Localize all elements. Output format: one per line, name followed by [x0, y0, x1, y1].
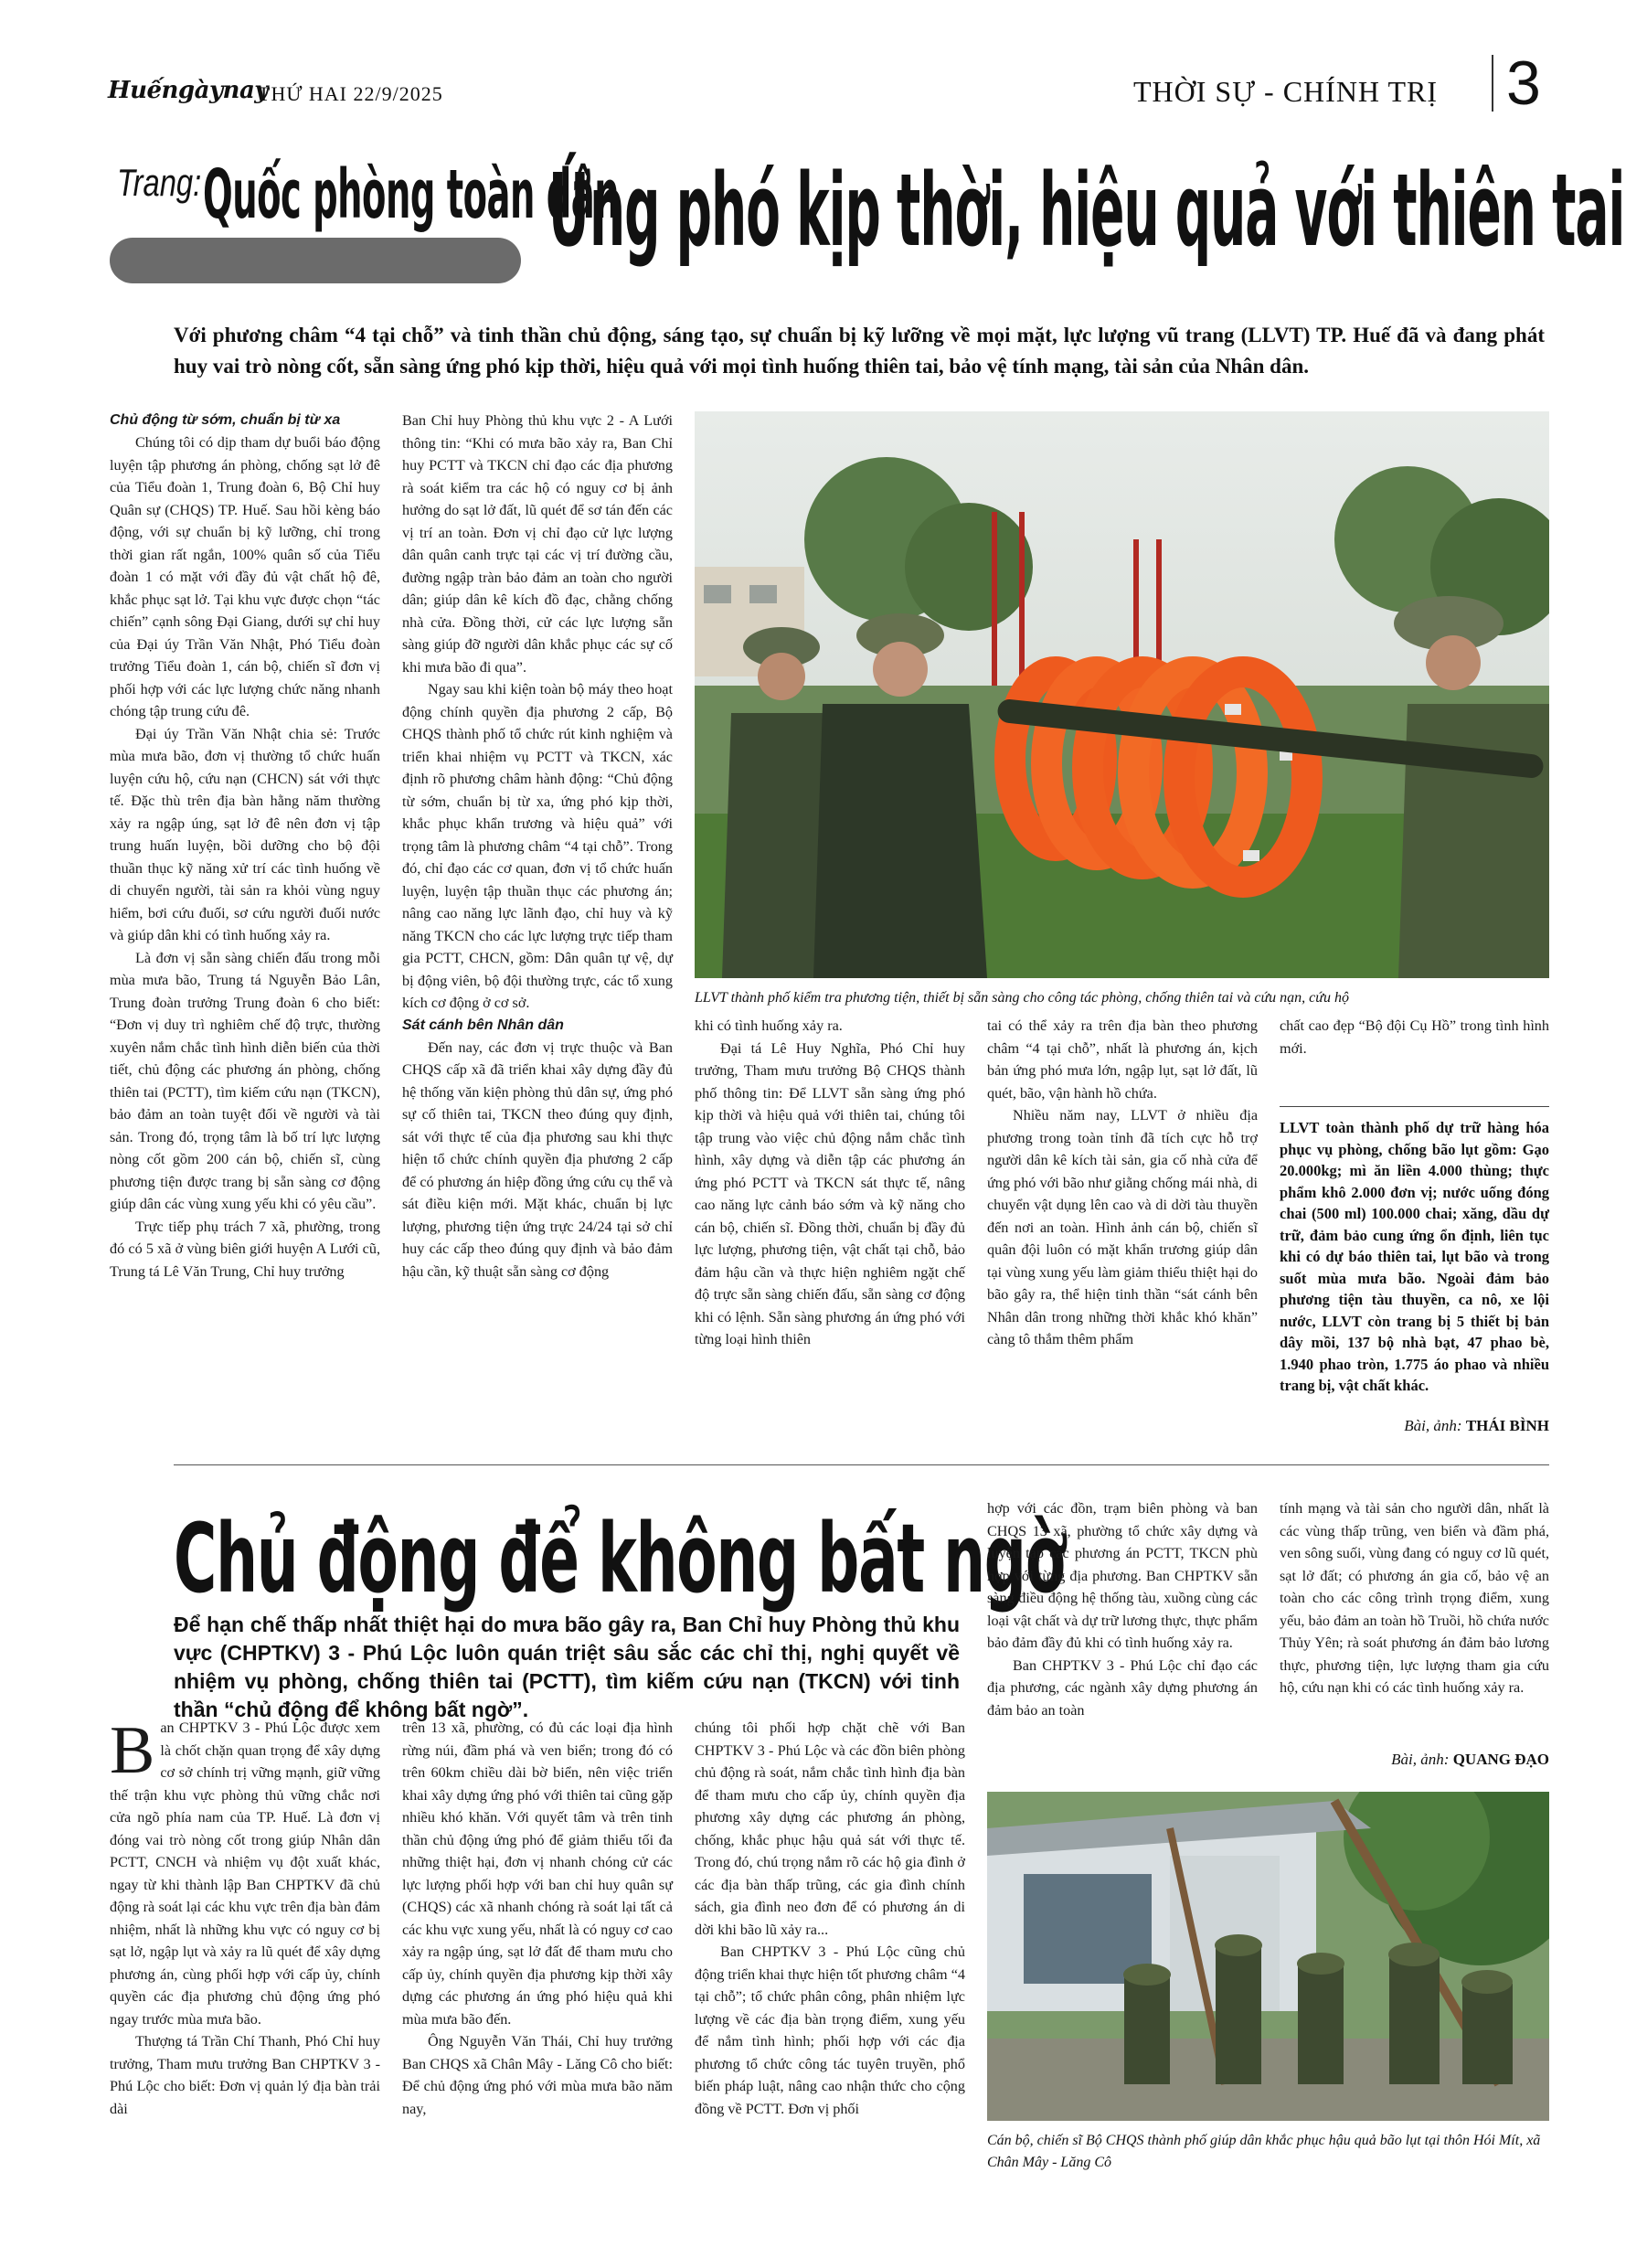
- article2-column-4: [987, 1497, 1258, 1721]
- paragraph: chất cao đẹp “Bộ đội Cụ Hồ” trong tình hình mới.: [1280, 1017, 1549, 1057]
- paragraph: khi có tình huống xảy ra.: [695, 1017, 843, 1034]
- masthead-logo: Huếngàynay: [108, 77, 268, 104]
- kicker-label: Trang:: [117, 161, 202, 204]
- paragraph: Đại úy Trần Văn Nhật chia sẻ: Trước mùa mưa bão, đơn vị thường tổ chức huấn luyện cứu hộ, cứu nạn (CHCN) sát với thực tế. Đặc thù trên địa bàn hằng năm thường xảy ra ngập úng, sạt lở đê nên đơn vị tập trung huấn luyện, bồi dưỡng cho bộ đội thuần thục kỹ năng xử trí các tình huống về di chuyển người, tài sản ra khỏi vùng nguy hiểm, bơi cứu đuối, sơ cứu người đuối nước và giúp dân khi có tình huống xảy ra.: [110, 725, 380, 943]
- box-top-rule: [1280, 1106, 1549, 1107]
- photo1-caption: LLVT thành phố kiểm tra phương tiện, thiết bị sẵn sàng cho công tác phòng, chống thiên tai và cứu nạn, cứu hộ: [695, 990, 1349, 1006]
- article2-byline: [1280, 1751, 1549, 1769]
- paragraph: Là đơn vị sẵn sàng chiến đấu trong mỗi mùa mưa bão, Trung tá Nguyễn Bảo Lân, Trung đoàn trưởng Trung đoàn 6 cho biết: “Đơn vị duy trì nghiêm chế độ trực, thường xuyên nắm chắc tình hình diễn biến của thời tiết, chủ động các phương án phòng, chống thiên tai (PCTT), tìm kiếm cứu nạn (TKCN), bảo đảm an toàn tuyệt đối về người và tài sản. Trong đó, trọng tâm là bố trí lực lượng nòng cốt gồm 200 cán bộ, chiến sĩ, cùng phương tiện được trang bị sẵn sàng cơ động giúp dân các vùng xung yếu khi có yêu cầu”.: [110, 949, 380, 1212]
- kicker-pill: [110, 238, 521, 283]
- paragraph: Ban CHPTKV 3 - Phú Lộc chỉ đạo các địa phương, các ngành xây dựng phương án đảm bảo an toàn: [987, 1656, 1258, 1719]
- byline-prefix: Bài, ảnh:: [1404, 1417, 1462, 1434]
- paragraph: Ban CHPTKV 3 - Phú Lộc cũng chủ động triển khai thực hiện tốt phương châm “4 tại chỗ”; tổ chức phân công, phân nhiệm lực lượng về các địa bàn trọng điểm, xung yếu để nắm tình hình; phối hợp với các địa phương tổ chức công tác tuyên truyền, phổ biến pháp luật, nâng cao nhận thức cho cộng đồng về PCTT. Đơn vị phối: [695, 1943, 965, 2117]
- photo-lifebuoy-inspection: [695, 411, 1549, 978]
- article2-column-2: [402, 1717, 673, 2120]
- paragraph: Trực tiếp phụ trách 7 xã, phường, trong đó có 5 xã ở vùng biên giới huyện A Lưới cũ, Trung tá Lê Văn Trung, Chỉ huy trưởng: [110, 1218, 380, 1280]
- article1-column-3: [695, 1015, 965, 1351]
- article1-column-1: [110, 410, 380, 1283]
- paragraph: tai có thể xảy ra trên địa bàn theo phương châm “4 tại chỗ”, nhất là phương án, kịch bản ứng phó mưa lớn, ngập lụt, sạt lở đất, lũ quét, bão, vận hành hồ chứa.: [987, 1017, 1258, 1102]
- byline-author: THÁI BÌNH: [1465, 1417, 1549, 1434]
- paragraph: Thượng tá Trần Chí Thanh, Phó Chỉ huy trưởng, Tham mưu trưởng Ban CHPTKV 3 - Phú Lộc cho biết: Đơn vị quản lý địa bàn trải dài: [110, 2033, 380, 2117]
- photo-house-repair: [987, 1792, 1549, 2121]
- paragraph: Ban Chỉ huy Phòng thủ khu vực 2 - A Lưới thông tin: “Khi có mưa bão xảy ra, Ban Chỉ huy PCTT và TKCN chỉ đạo các địa phương rà soát kiểm tra các hộ có nguy cơ bị ảnh hưởng do sạt lở đất, lũ quét để sơ tán đến các vị trí an toàn. Đơn vị chỉ đạo cử lực lượng dân quân canh trực tại các vị trí đường cầu, đường ngập tràn bảo đảm an toàn cho người dân; giúp dân kê kích đồ đạc, chằng chống nhà cửa. Đồng thời, cử các lực lượng sẵn sàng giúp đỡ người dân khắc phục các sự cố khi mưa bão đi qua”.: [402, 412, 673, 676]
- article1-column-4: [987, 1015, 1258, 1351]
- subheading-2: Sát cánh bên Nhân dân: [402, 1017, 564, 1033]
- photo-house-repair-illustration: [987, 1792, 1549, 2121]
- article1-column-5: [1280, 1015, 1549, 1059]
- paragraph: Đại tá Lê Huy Nghĩa, Phó Chỉ huy trưởng, Tham mưu trưởng Bộ CHQS thành phố thông tin: Để LLVT sẵn sàng ứng phó kịp thời và hiệu quả với thiên tai, chúng tôi tập trung vào việc chủ động nắm chắc tình hình, xây dựng và diễn tập các phương án ứng phó PCTT và TKCN sát thực tế, nâng cao năng lực cảnh báo sớm và kỹ năng cho cán bộ, chiến sĩ. Đồng thời, chuẩn bị đầy đủ lực lượng, phương tiện, vật chất tại chỗ, bảo đảm hậu cần và thực hiện nghiêm ngặt chế độ trực sẵn sàng chiến đấu, sẵn sàng cơ động khi có lệnh. Sẵn sàng phương án ứng phó với từng loại hình thiên: [695, 1039, 965, 1347]
- paragraph: Nhiều năm nay, LLVT ở nhiều địa phương trong toàn tỉnh đã tích cực hỗ trợ người dân kê kích tài sản, gia cố nhà cửa để ứng phó với bão như giằng chống mái nhà, di chuyển vật dụng lên cao và di dời tàu thuyền đến nơi an toàn. Hình ảnh cán bộ, chiến sĩ quân đội luôn có mặt khẩn trương giúp dân tại vùng xung yếu làm giảm thiểu thiệt hại do bão gây ra, thể hiện tinh thần “sát cánh bên Nhân dân trong những thời khắc khó khăn” càng tô thắm thêm phẩm: [987, 1107, 1258, 1347]
- article1-byline: [1280, 1417, 1549, 1435]
- paragraph: Ông Nguyễn Văn Thái, Chỉ huy trưởng Ban CHQS xã Chân Mây - Lăng Cô cho biết: Để chủ động ứng phó với mùa mưa bão năm nay,: [402, 2033, 673, 2117]
- byline-prefix: Bài, ảnh:: [1391, 1751, 1450, 1768]
- article1-lead: Với phương châm “4 tại chỗ” và tinh thần chủ động, sáng tạo, sự chuẩn bị kỹ lưỡng về mọi mặt, lực lượng vũ trang (LLVT) TP. Huế đã và đang phát huy vai trò nòng cốt, sẵn sàng ứng phó kịp thời, hiệu quả với mọi tình huống thiên tai, bảo vệ tính mạng, tài sản của Nhân dân.: [174, 324, 1545, 378]
- supplies-box: LLVT toàn thành phố dự trữ hàng hóa phục vụ phòng, chống bão lụt gồm: Gạo 20.000kg; mì ăn liền 4.000 thùng; thực phẩm khô 2.000 đơn vị; nước uống đóng chai (500 ml) 100.000 chai; xăng, dầu dự trữ, đảm bảo cung ứng ổn định, liên tục khi có dự báo thiên tai, lụt bão và trong suốt mùa mưa bão. Ngoài đảm bảo phương tiện tàu thuyền, ca nô, xe lội nước, LLVT còn trang bị 5 thiết bị bản dây mồi, 137 bộ nhà bạt, 47 phao bè, 1.940 phao tròn, 1.775 áo phao và nhiều trang bị, vật chất khác.: [1280, 1119, 1549, 1394]
- article2-column-5: [1280, 1497, 1549, 1699]
- paragraph: hợp với các đồn, trạm biên phòng và ban CHQS 13 xã, phường tổ chức xây dựng và luyện tập các phương án PCTT, TKCN phù hợp với từng địa phương. Ban CHPTKV sẵn sàng điều động hệ thống tàu, xuồng cùng các loại vật chất và dự trữ lương thực, thực phẩm bảo đảm đầy đủ khi có tình huống xảy ra.: [987, 1500, 1258, 1651]
- article2-title: Chủ động để không bất ngờ: [174, 1503, 1065, 1614]
- paragraph-with-dropcap: [110, 1713, 380, 2030]
- paragraph-text: an CHPTKV 3 - Phú Lộc được xem là chốt chặn quan trọng để xây dựng cơ sở chính trị vững mạnh, giữ vững thế trận khu vực phòng thủ vững chắc nơi cửa ngõ phía nam của TP. Huế. Là đơn vị đóng vai trò nòng cốt trong giúp Nhân dân PCTT, CNCH và nhiệm vụ đột xuất khác, ngay từ khi thành lập Ban CHPTKV đã chủ động rà soát lại các khu vực trên địa bàn đảm nhiệm, nhất là những khu vực có nguy cơ bị sạt lở, ngập lụt và xảy ra lũ quét để xây dựng phương án, cùng phối hợp với cấp ủy, chính quyền các địa phương chủ động ứng phó ngay trước mùa mưa bão.: [110, 1720, 380, 2028]
- dropcap: B: [110, 1713, 155, 1788]
- article1-column-2: [402, 410, 673, 1283]
- header-divider: [1492, 55, 1493, 112]
- page-number: 3: [1506, 48, 1541, 118]
- photo2-caption: Cán bộ, chiến sĩ Bộ CHQS thành phố giúp dân khắc phục hậu quả bão lụt tại thôn Hói Mít, xã Chân Mây - Lăng Cô: [987, 2133, 1541, 2170]
- paragraph: Chúng tôi có dịp tham dự buổi báo động luyện tập phương án phòng, chống sạt lở đê của Tiểu đoàn 1, Trung đoàn 6, Bộ Chỉ huy Quân sự (CHQS) TP. Huế. Sau hồi kèng báo động, với sự chuẩn bị kỹ lưỡng, chỉ trong thời gian rất ngắn, 100% quân số của Tiểu đoàn 1 có mặt với đầy đủ vật chất hộ đê, khắc phục sạt lở. Tại khu vực được chọn “tác chiến” cạnh sông Đại Giang, dưới sự chỉ huy của Đại úy Trần Văn Nhật, Phó Tiểu đoàn trưởng Tiểu đoàn 1, cán bộ, chiến sĩ đơn vị phối hợp với các lực lượng chức năng nhanh chóng tập trung cứu đê.: [110, 434, 380, 719]
- kicker-name: Quốc phòng toàn dân: [203, 155, 620, 234]
- article-separator: [174, 1464, 1549, 1465]
- article2-column-3: [695, 1717, 965, 2120]
- paragraph: Ngay sau khi kiện toàn bộ máy theo hoạt động chính quyền địa phương 2 cấp, Bộ CHQS thành phố tổ chức rút kinh nghiệm và triển khai nhiệm vụ PCTT và TKCN, xác định rõ phương châm hành động: “Chủ động từ sớm, chuẩn bị từ xa, ứng phó kịp thời, khắc phục khẩn trương và hiệu quả” với trọng tâm là phương châm “4 tại chỗ”. Trong đó, chỉ đạo các cơ quan, đơn vị tổ chức huấn luyện, luyện tập thuần thục các phương án; nâng cao năng lực lãnh đạo, chỉ huy và kỹ năng TKCN cho các lực lượng trực tiếp tham gia PCTT, CHCN, gồm: Dân quân tự vệ, dự bị động viên, bộ đội thường trực, các tổ xung kích cơ động ở cơ sở.: [402, 681, 673, 1011]
- byline-author: QUANG ĐẠO: [1452, 1751, 1549, 1768]
- subheading-1: Chủ động từ sớm, chuẩn bị từ xa: [110, 412, 341, 428]
- paragraph: trên 13 xã, phường, có đủ các loại địa hình rừng núi, đầm phá và ven biển; trong đó có trên 60km chiều dài bờ biển, nên việc triển khai xây dựng ứng phó với thiên tai cũng gặp nhiều khó khăn. Với quyết tâm và trên tinh thần chủ động ứng phó để giảm thiểu tối đa những thiệt hại, đơn vị nhanh chóng cử các lực lượng phối hợp với ban chỉ huy quân sự (CHQS) các xã nhanh chóng rà soát lại tất cả các khu vực xung yếu, nhất là có nguy cơ cao xảy ra ngập úng, sạt lở đất để tham mưu cho cấp ủy, chính quyền địa phương kịp thời xây dựng các phương án ứng phó hiệu quả khi mùa mưa bão đến.: [402, 1720, 673, 2028]
- section-name: THỜI SỰ - CHÍNH TRỊ: [1133, 75, 1438, 108]
- paragraph: chúng tôi phối hợp chặt chẽ với Ban CHPTKV 3 - Phú Lộc và các đồn biên phòng chủ động rà soát, nắm chắc tình hình địa bàn để tham mưu cho cấp ủy, chính quyền địa phương xây dựng các phương án phòng, chống, khắc phục hậu quả sát với thực tế. Trong đó, chú trọng nắm rõ các hộ gia đình ở các địa bàn thấp trũng, các gia đình chính sách, gia đình neo đơn để có phương án di dời khi bão lũ xảy ra...: [695, 1720, 965, 1938]
- article1-title: Ứng phó kịp thời, hiệu quả với thiên tai: [548, 152, 1625, 269]
- article2-column-1: [110, 1713, 380, 2120]
- photo-lifebuoy-illustration: [695, 411, 1549, 978]
- paragraph: tính mạng và tài sản cho người dân, nhất là các vùng thấp trũng, ven biển và đầm phá, ven sông suối, vùng đang có nguy cơ lũ quét, sạt lở đất; có phương án gia cố, bảo vệ an toàn cho các công trình trọng điểm, xung yếu, bảo đảm an toàn hồ Truồi, hồ chứa nước Thủy Yên; rà soát phương án đảm bảo lương thực, phương tiện, lực lượng tham gia cứu hộ, cứu nạn khi có các tình huống xảy ra.: [1280, 1500, 1549, 1696]
- paragraph: Đến nay, các đơn vị trực thuộc và Ban CHQS cấp xã đã triển khai xây dựng đầy đủ hệ thống văn kiện phòng thủ dân sự, ứng phó sự cố thiên tai, TKCN theo đúng quy định, sát với thực tế của địa phương sau khi thực hiện tổ chức chính quyền địa phương 2 cấp để có phương án hiệp đồng ứng cứu cụ thể và sát điều kiện mới. Mặt khác, chuẩn bị lực lượng, phương tiện ứng trực 24/24 tại sở chỉ huy các cấp theo đúng quy định và bảo đảm hậu cần, kỹ thuật sẵn sàng cơ động: [402, 1038, 673, 1280]
- article2-lead: Để hạn chế thấp nhất thiệt hại do mưa bão gây ra, Ban Chỉ huy Phòng thủ khu vực (CHPTKV) 3 - Phú Lộc luôn quán triệt sâu sắc các chỉ thị, nghị quyết về nhiệm vụ phòng, chống thiên tai (PCTT), tìm kiếm cứu nạn (TKCN) với tinh thần “chủ động để không bất ngờ”.: [174, 1613, 960, 1721]
- issue-date: THỨ HAI 22/9/2025: [258, 82, 443, 105]
